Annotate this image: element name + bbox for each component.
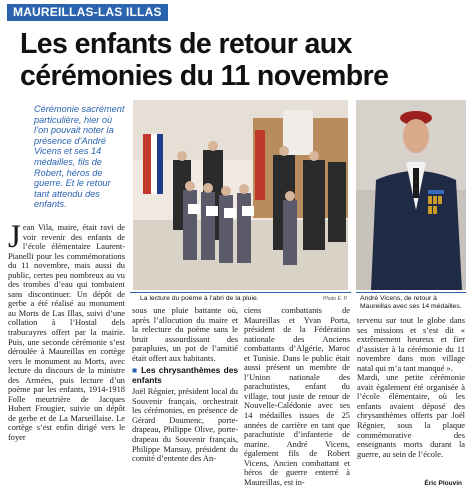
column-2-text-2: Joël Régnier, président local du Souvenir français, orchestrait les cérémonies, en présence de Gérard Doumenc, porte-drapeau, Philippe Olive, porte-drapeau du Souvenir français, Philippe Mansuy, président du comité d’entente des An- [132, 387, 238, 464]
veteran-photo-illustration [356, 100, 466, 290]
article-column-1 [8, 219, 125, 443]
square-bullet-icon: ■ [132, 365, 139, 376]
dropcap: J [8, 219, 21, 255]
column-3-text: ciens combattants de Maureillas et Yvan Porta, président de la Fédération nationale des Anciens combattants d’Algérie, Maroc et Tunisie. Dans le public était aussi présent un membre de l’Union nationale des parachutistes, enfant du village, tout juste de retour de Nouvelle-Calédonie avec ses 14 médailles issues de 25 années de carrière en tant que parachutiste d’infanterie de marine. André Vicens, également fils de Robert Vicens, Ancien combattant et héros de guerre enterré à Maureillas, est in- [244, 306, 350, 487]
column-2-text-1: sous une pluie battante où, après l’allocution du maire et la relecture du poème sans le bruit assourdissant des parapluies, un pot de l’amitié était offert aux habitants. [132, 306, 238, 363]
author-byline: Éric Plouvin [424, 480, 462, 487]
article-column-3 [244, 306, 350, 487]
section-tag: MAUREILLAS-LAS ILLAS [7, 4, 168, 21]
photo-side-caption: André Vicens, de retour à Maureillas avec ses 14 médailles. [360, 295, 462, 310]
subheading-text: Les chrysanthèmes des enfants [132, 365, 239, 385]
ceremony-photo [133, 100, 348, 290]
column-4-text-1: tervenu sur tout le globe dans ses missions et s’est dit « extrêmement heureux et fier d’assister à la cérémonie du 11 novembre dans mon village natal qui m’a tant manqué ». [357, 316, 465, 373]
article-column-4 [357, 316, 465, 459]
caption-rule-side [356, 292, 466, 293]
article-column-2 [132, 306, 238, 464]
chapeau: Cérémonie sacrément particulière, hier où l’on pouvait noter la présence d’André Vicens et ses 14 médailles, fils de Robert, héros de guerre. Et le retour tant attendu des enfants. [34, 104, 125, 210]
headline: Les enfants de retour aux cérémonies du 11 novembre [20, 28, 389, 92]
photo-credit: Photo É. P. [323, 296, 348, 302]
ceremony-photo-illustration [133, 100, 348, 290]
column-1-paragraph [8, 219, 125, 443]
caption-rule [130, 292, 351, 293]
column-4-text-2: Mardi, une petite cérémonie avait également été organisée à l’école élémentaire, où les enfants avaient déposé des chrysanthèmes offerts par Joël Régnier, sous la plaque commémorative des enseignants morts durant la guerre, au sein de l’école. [357, 373, 465, 459]
column-1-text: ean Vila, maire, était ravi de voir revenir des enfants de l’école élémentaire Laurent-Pianelli pour les commémorations du 11 novembre, mais aussi du public, certes peu nombreux au vu des trombes d’eau qui tombaient sans discontinuer. Un dépôt de gerbe a été réalisé au monument au Morts de Las Illas, suivi d’une collation à l’Hostal dels trabucayres offert par la mairie. Puis, une seconde cérémonie s’est déroulée à Maureillas en cortège vers le monument au Morts, avec lecture du discours de la ministre des Armées, puis lecture d’un poème par les enfants, 1914-1918 Folle meurtrière de Jacques Hubert Frougier, suivie un dépôt de gerbe et de La Marseillaise. Le cortège s’est enfin dirigé vers le foyer [8, 223, 125, 443]
photo-main-caption: La lecture du poème à l’abri de la pluie. [140, 295, 259, 302]
veteran-photo [356, 100, 466, 290]
subheading [132, 366, 238, 385]
